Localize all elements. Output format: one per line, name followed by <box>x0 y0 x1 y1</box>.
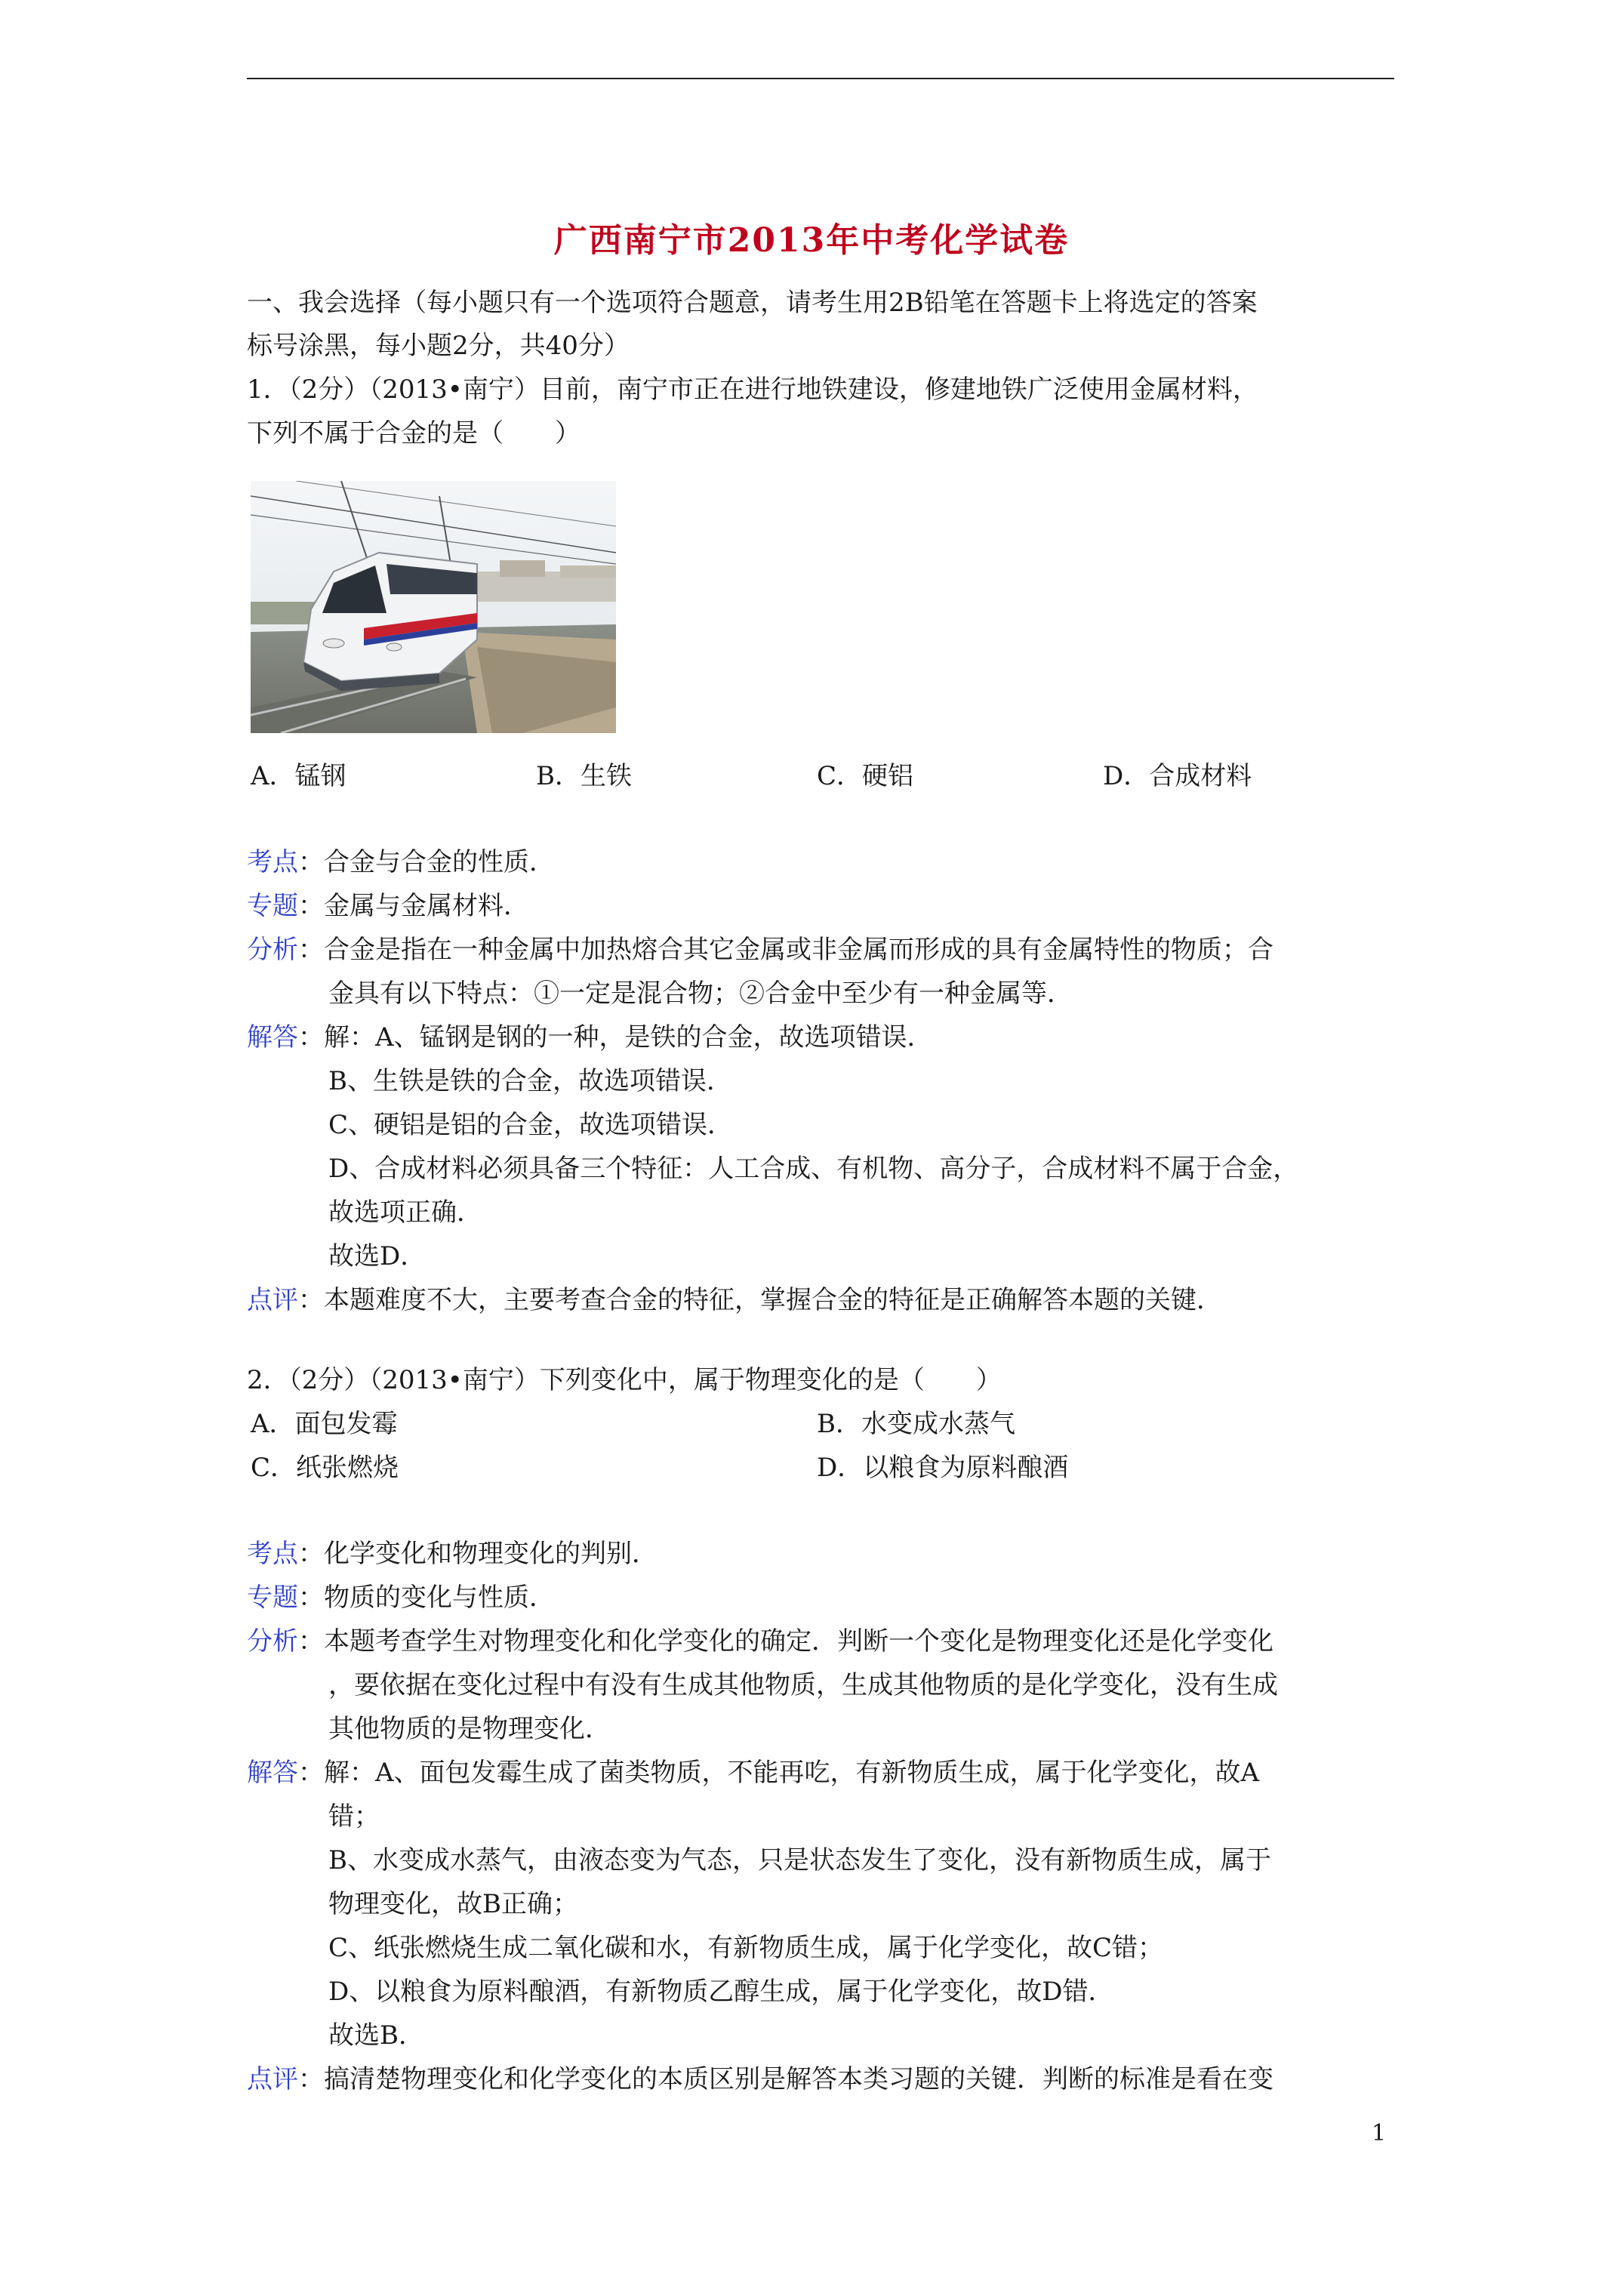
kaodian-label: 考点 <box>247 847 298 877</box>
kaodian-text: ：合金与合金的性质． <box>298 847 555 877</box>
kaodian-label: 考点 <box>247 1539 298 1569</box>
fenxi-text: ：合金是指在一种金属中加热熔合其它金属或非金属而形成的具有金属特性的物质；合 <box>298 935 1273 965</box>
q1-fenxi <box>247 933 1273 966</box>
q1-option-c: C．硬铝 <box>817 761 914 791</box>
fenxi-text: ：本题考查学生对物理变化和化学变化的确定．判断一个变化是物理变化还是化学变化 <box>298 1626 1273 1657</box>
q2-dianping <box>247 2063 1273 2096</box>
q2-kaodian <box>247 1537 658 1570</box>
q2-option-b: B．水变成水蒸气 <box>817 1409 1015 1439</box>
jieda-text: ：解：A、锰钢是钢的一种，是铁的合金，故选项错误． <box>298 1022 933 1052</box>
q2-jieda-line-3: B、水变成水蒸气，由液态变为气态，只是状态发生了变化，没有新物质生成，属于 <box>328 1845 1271 1875</box>
q1-jieda-line-5: 故选项正确． <box>328 1197 482 1228</box>
q2-fenxi-line-2: ，要依据在变化过程中有没有生成其他物质，生成其他物质的是化学变化，没有生成 <box>328 1670 1278 1700</box>
q1-zhuanti <box>247 889 529 923</box>
fenxi-label: 分析 <box>247 935 298 965</box>
dianping-label: 点评 <box>247 1285 298 1315</box>
dianping-text: ：搞清楚物理变化和化学变化的本质区别是解答本类习题的关键．判断的标准是看在变 <box>298 2064 1273 2094</box>
q2-option-d: D．以粮食为原料酿酒 <box>817 1453 1069 1483</box>
header-rule <box>247 78 1394 79</box>
q2-option-a: A．面包发霉 <box>251 1409 398 1439</box>
q1-jieda-line-6: 故选D． <box>328 1241 427 1271</box>
dianping-label: 点评 <box>247 2064 298 2094</box>
jieda-label: 解答 <box>247 1022 298 1052</box>
section-instruction-line-2: 标号涂黑，每小题2分，共40分） <box>247 331 630 361</box>
q1-option-a: A．锰钢 <box>251 761 346 791</box>
section-instruction-line-1: 一、我会选择（每小题只有一个选项符合题意，请考生用2B铅笔在答题卡上将选定的答案 <box>247 288 1258 318</box>
q1-jieda-line-4: D、合成材料必须具备三个特征：人工合成、有机物、高分子，合成材料不属于合金， <box>328 1154 1299 1184</box>
q2-stem: 2．（2分）（2013•南宁）下列变化中，属于物理变化的是（ ） <box>247 1365 1002 1395</box>
q2-fenxi-line-3: 其他物质的是物理变化． <box>328 1714 611 1744</box>
q1-jieda-line-3: C、硬铝是铝的合金，故选项错误． <box>328 1110 734 1140</box>
jieda-text: ：解：A、面包发霉生成了菌类物质，不能再吃，有新物质生成，属于化学变化，故A <box>298 1758 1260 1788</box>
page-title: 广西南宁市2013年中考化学试卷 <box>553 221 1070 260</box>
q1-option-b: B．生铁 <box>536 761 632 791</box>
q2-jieda-line-4: 物理变化，故B正确； <box>328 1889 578 1919</box>
q1-stem-line-1: 1．（2分）（2013•南宁）目前，南宁市正在进行地铁建设，修建地铁广泛使用金属材料， <box>247 374 1258 405</box>
q2-zhuanti <box>247 1581 555 1614</box>
q1-jieda <box>247 1021 933 1054</box>
q2-jieda-line-2: 错； <box>328 1801 380 1832</box>
q1-jieda-line-2: B、生铁是铁的合金，故选项错误． <box>328 1066 732 1096</box>
zhuanti-text: ：金属与金属材料． <box>298 891 529 921</box>
q2-jieda-line-5: C、纸张燃烧生成二氧化碳和水，有新物质生成，属于化学变化，故C错； <box>328 1933 1164 1963</box>
zhuanti-label: 专题 <box>247 1583 298 1613</box>
q1-fenxi-line-2: 金具有以下特点：①一定是混合物；②合金中至少有一种金属等． <box>328 978 1073 1009</box>
dianping-text: ：本题难度不大，主要考查合金的特征，掌握合金的特征是正确解答本题的关键． <box>298 1285 1222 1315</box>
q1-option-d: D．合成材料 <box>1103 761 1252 791</box>
zhuanti-label: 专题 <box>247 891 298 921</box>
q2-jieda <box>247 1756 1259 1789</box>
q2-jieda-line-7: 故选B． <box>328 2020 424 2051</box>
q1-stem-line-2: 下列不属于合金的是（ ） <box>247 418 581 448</box>
jieda-label: 解答 <box>247 1758 298 1788</box>
kaodian-text: ：化学变化和物理变化的判别． <box>298 1539 658 1569</box>
zhuanti-text: ：物质的变化与性质． <box>298 1583 555 1613</box>
q1-kaodian <box>247 846 555 879</box>
q2-jieda-line-6: D、以粮食为原料酿酒，有新物质乙醇生成，属于化学变化，故D错． <box>328 1977 1114 2007</box>
q2-option-c: C．纸张燃烧 <box>251 1453 399 1483</box>
q2-fenxi <box>247 1625 1273 1658</box>
page-number: 1 <box>1372 2120 1387 2147</box>
metro-train-photo <box>251 481 616 733</box>
q1-dianping <box>247 1284 1222 1317</box>
fenxi-label: 分析 <box>247 1626 298 1657</box>
